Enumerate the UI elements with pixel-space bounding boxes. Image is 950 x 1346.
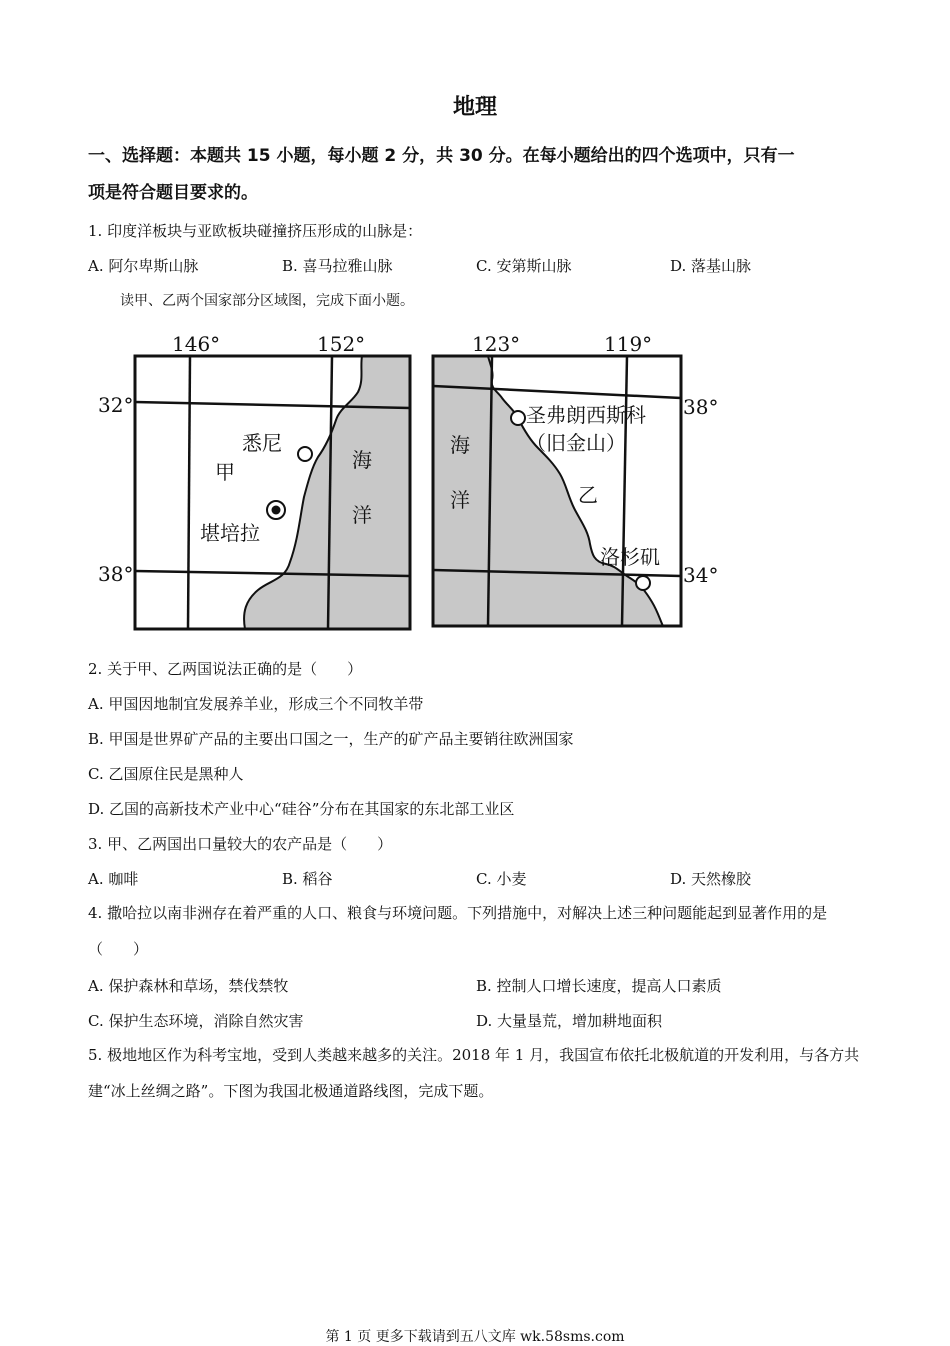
right-lat-34: 34° [683, 563, 719, 587]
region-maps-figure [90, 322, 740, 634]
q3-option-c: C. 小麦 [476, 870, 527, 888]
right-ocean-label-1: 海 [450, 433, 470, 457]
right-lon-119: 119° [604, 332, 653, 356]
left-lon-146: 146° [172, 332, 221, 356]
los-angeles-marker [636, 576, 650, 590]
right-ocean-label-2: 洋 [450, 488, 470, 512]
canberra-label: 堪培拉 [200, 521, 260, 545]
q2-stem: 2. 关于甲、乙两国说法正确的是（ ） [88, 660, 363, 678]
section-heading-line1: 一、选择题：本题共 15 小题，每小题 2 分，共 30 分。在每小题给出的四个选项中，只有一 [88, 146, 795, 166]
section-heading-line2: 项是符合题目要求的。 [88, 183, 258, 203]
q3-option-a: A. 咖啡 [88, 870, 139, 888]
q1-stem: 1. 印度洋板块与亚欧板块碰撞挤压形成的山脉是： [88, 222, 423, 240]
q1-option-c: C. 安第斯山脉 [476, 257, 572, 275]
q3-option-d: D. 天然橡胶 [670, 870, 752, 888]
los-angeles-label: 洛杉矶 [600, 545, 660, 569]
q3-option-b: B. 稻谷 [282, 870, 333, 888]
left-ocean-area [244, 356, 410, 629]
q3-stem: 3. 甲、乙两国出口量较大的农产品是（ ） [88, 835, 393, 853]
q2-option-a: A. 甲国因地制宜发展养羊业，形成三个不同牧羊带 [88, 695, 424, 713]
country-yi-label: 乙 [578, 483, 598, 507]
sydney-marker [298, 447, 312, 461]
q4-option-c: C. 保护生态环境，消除自然灾害 [88, 1012, 304, 1030]
country-jia-label: 甲 [215, 460, 235, 484]
page-title: 地理 [452, 95, 497, 120]
san-francisco-label: 圣弗朗西斯科 [526, 403, 646, 427]
left-ocean-label-2: 洋 [352, 503, 372, 527]
left-meridian-146 [188, 356, 190, 629]
left-lat-32: 32° [98, 393, 134, 417]
q4-option-d: D. 大量垦荒，增加耕地面积 [476, 1012, 663, 1030]
right-lat-38: 38° [683, 395, 719, 419]
q1-option-a: A. 阿尔卑斯山脉 [88, 257, 199, 275]
map-intro: 读甲、乙两个国家部分区域图，完成下面小题。 [120, 293, 414, 309]
sydney-label: 悉尼 [242, 431, 282, 455]
left-ocean-label-1: 海 [352, 448, 372, 472]
map-right [433, 332, 718, 626]
q4-option-a: A. 保护森林和草场，禁伐禁牧 [88, 977, 289, 995]
q4-stem: 4. 撒哈拉以南非洲存在着严重的人口、粮食与环境问题。下列措施中，对解决上述三种问题能起到显著作用的是（ ） [88, 904, 828, 958]
q2-option-b: B. 甲国是世界矿产品的主要出口国之一，生产的矿产品主要销往欧洲国家 [88, 730, 574, 748]
q2-option-d: D. 乙国的高新技术产业中心“硅谷”分布在其国家的东北部工业区 [88, 800, 515, 818]
san-francisco-marker [511, 411, 525, 425]
right-lon-123: 123° [472, 332, 521, 356]
q1-option-d: D. 落基山脉 [670, 257, 752, 275]
q4-option-b: B. 控制人口增长速度，提高人口素质 [476, 977, 722, 995]
left-lon-152: 152° [317, 332, 366, 356]
canberra-marker-dot [272, 506, 281, 515]
q1-option-b: B. 喜马拉雅山脉 [282, 257, 393, 275]
q2-option-c: C. 乙国原住民是黑种人 [88, 765, 244, 783]
san-francisco-alt-label: （旧金山） [526, 431, 626, 455]
map-left [98, 332, 410, 629]
q5-stem: 5. 极地地区作为科考宝地，受到人类越来越多的关注。2018 年 1 月，我国宣布依托北极航道的开发利用，与各方共建“冰上丝绸之路”。下图为我国北极通道路线图，完成下题。 [88, 1046, 860, 1100]
page-footer: 第 1 页 更多下载请到五八文库 wk.58sms.com [325, 1329, 625, 1345]
left-lat-38: 38° [98, 562, 134, 586]
